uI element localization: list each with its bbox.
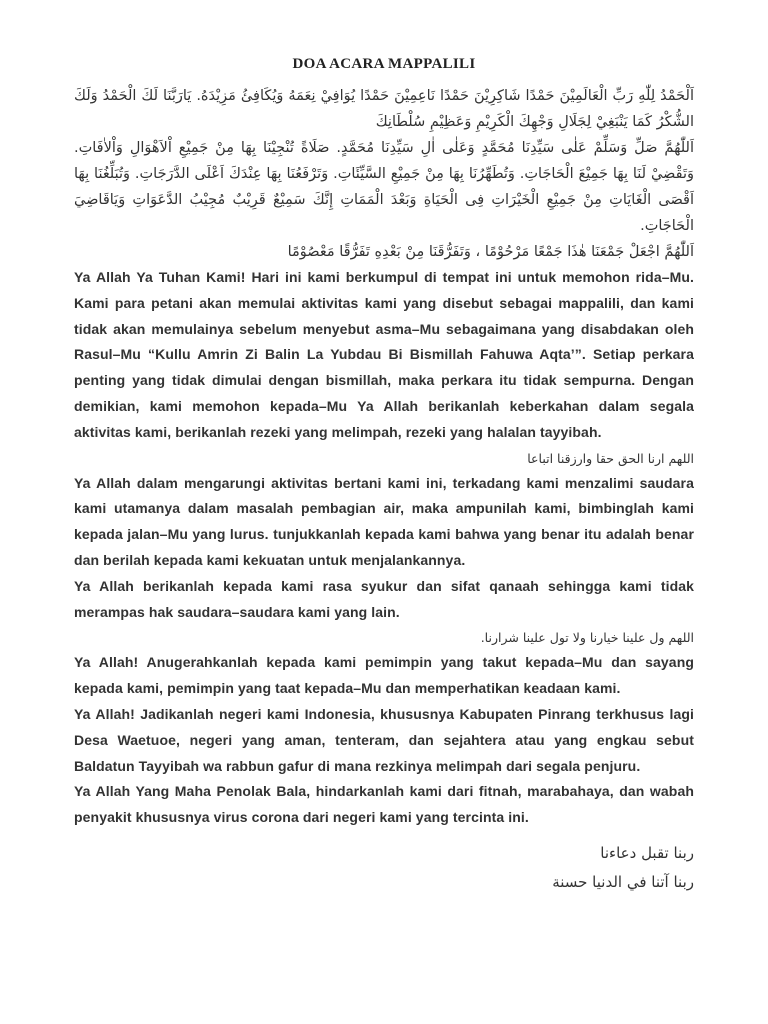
paragraph-opening-prayer: Ya Allah Ya Tuhan Kami! Hari ini kami berkumpul di tempat ini untuk memohon rida–Mu. Kami para petani akan memulai aktivitas kami yang disebut sebagai mappalili, dan kami tidak akan memulainya sebelum menyebut asma–Mu sebagaimana yang disabdakan oleh Rasul–Mu “Kullu Amrin Zi Balin La Yubdau Bi Bismillah Fahuwa Aqta’”. Setiap perkara penting yang tidak dimulai dengan bismillah, maka perkara itu tidak sempurna. Dengan demikian, kami memohon kepada–Mu Ya Allah berikanlah keberkahan dalam segala aktivitas kami, berikanlah rezeki yang melimpah, rezeki yang halalan tayyibah. [74, 269, 694, 440]
paragraph-gratitude: Ya Allah berikanlah kepada kami rasa syukur dan sifat qanaah sehingga kami tidak merampas hak saudara–saudara kami yang lain. [74, 577, 694, 620]
paragraph-forgiveness: Ya Allah dalam mengarungi aktivitas bertani kami ini, terkadang kami menzalimi saudara kami utamanya dalam masalah pembagian air, maka ampunilah kami, bimbinglah kami kepada jalan–Mu yang lurus. tunjukkanlah kepada kami bahwa yang benar itu adalah benar dan berilah kepada kami kekuatan untuk menjalankannya. [74, 474, 694, 568]
arabic-prayer-leaders: اللهم ول علينا خيارنا ولا تول علينا شرارنا. [480, 630, 694, 646]
paragraph-leaders: Ya Allah! Anugerahkanlah kepada kami pemimpin yang takut kepada–Mu dan sayang kepada kami, pemimpin yang taat kepada–Mu dan memperhatikan keadaan kami. [74, 654, 694, 697]
paragraph-country: Ya Allah! Jadikanlah negeri kami Indonesia, khususnya Kabupaten Pinrang terkhusus lagi Desa Waetuoe, negeri yang aman, tenteram, dan sejahtera atau yang engkau sebut Baldatun Tayyibah wa rabbun gafur di mana rezkinya melimpah dari segala penjuru. [74, 705, 694, 774]
arabic-prayer-truth: اللهم ارنا الحق حقا وارزقنا اتباعا [527, 450, 694, 466]
arabic-closing-good: ربنا آتنا في الدنيا حسنة [552, 872, 694, 891]
arabic-opening-praise: اَلْحَمْدُ لِلّٰهِ رَبِّ الْعَالَمِيْنَ حَمْدًا شَاكِرِيْنَ حَمْدًا نَاعِمِيْنَ حَمْدًا يُوَافِيْ نِعَمَهُ وَيُكَافِئُ مَزِيْدَهُ. يَارَبَّنَا لَكَ الْحَمْدُ وَلَكَ الشُّكْرُ كَمَا يَنْبَغِيْ لِجَلَالِ وَجْهِكَ الْكَرِيْمِ وَعَظِيْمِ سُلْطَانِكَ [74, 88, 694, 130]
arabic-opening-gathering: اَللّٰهُمَّ اجْعَلْ جَمْعَنَا هٰذَا جَمْعًا مَرْحُوْمًا ، وَتَفَرُّقَنَا مِنْ بَعْدِهِ تَفَرُّقًا مَعْصُوْمًا [287, 244, 694, 260]
paragraph-protection: Ya Allah Yang Maha Penolak Bala, hindarkanlah kami dari fitnah, marabahaya, dan wabah penyakit khususnya virus corona dari negeri kami yang tercinta ini. [74, 783, 694, 826]
arabic-opening-salawat: اَللّٰهُمَّ صَلِّ وَسَلِّمْ عَلٰى سَيِّدِنَا مُحَمَّدٍ وَعَلٰى اٰلِ سَيِّدِنَا مُحَمَّدٍ. صَلَاةً تُنْجِيْنَا بِهَا مِنْ جَمِيْعِ اْلاَهْوَالِ وَاْلاٰفَاتِ. وَتَقْضِيْ لَنَا بِهَا جَمِيْعَ الْحَاجَاتِ. وَتُطَهِّرُنَا بِهَا مِنْ جَمِيْعِ السَّيِّئَاتِ. وَتَرْفَعُنَا بِهَا عِنْدَكَ اَعْلَى الدَّرَجَاتِ. وَتُبَلِّغُنَا بِهَا اَقْصَى الْغَايَاتِ مِنْ جَمِيْعِ الْخَيْرَاتِ فِى الْحَيَاةِ وَبَعْدَ الْمَمَاتِ إِنَّكَ سَمِيْعٌ قَرِيْبٌ مُجِيْبُ الدَّعَوَاتِ وَيَاقَاضِيَ الْحَاجَاتِ. [74, 140, 694, 234]
arabic-closing-accept: ربنا تقبل دعاءنا [600, 843, 694, 862]
document-title: DOA ACARA MAPPALILI [292, 56, 476, 72]
